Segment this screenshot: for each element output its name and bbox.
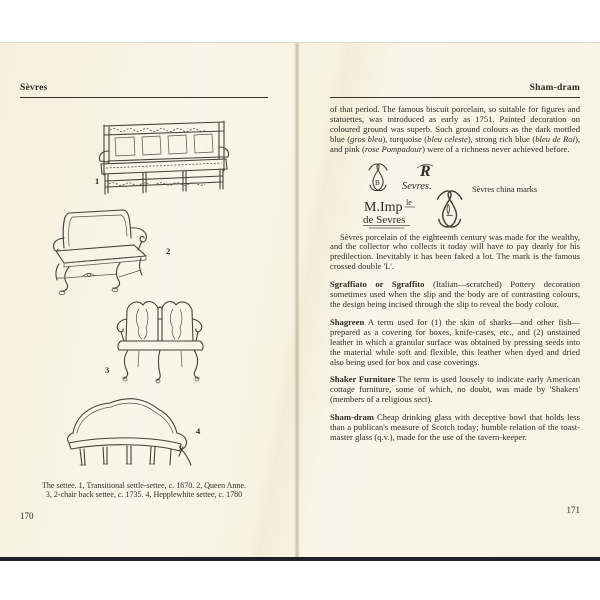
figure-chair-back-settee (113, 295, 209, 385)
entry-sgraffiato: Sgraffiato or Sgraffito (Italian—scratched) Pottery decoration sometimes used when the slip and the body are of contrasting colours, the design being incised through the slip to reveal the body colour. (330, 279, 581, 309)
queen-anne-settee-drawing (43, 206, 165, 296)
header-rule-right (330, 97, 580, 98)
sevres-date-letter: B (375, 178, 380, 187)
sevres-china-marks-figure (330, 161, 580, 229)
page-right (330, 43, 580, 557)
chair-back-settee-drawing (113, 295, 209, 385)
sevres-m-imp-mark: M.Imp (364, 199, 403, 215)
sevres-script-r-mark: R (420, 162, 431, 180)
marks-caption: Sèvres china marks (472, 184, 538, 194)
figure-number: 1 (95, 176, 100, 186)
entry-sham-dram: Sham-dram Cheap drinking glass with deceptive bowl that holds less than a publican's measure of Scotch today; humble relation of the toast-master glass (q.v.), made for the use of the tavern-keeper. (330, 412, 580, 442)
figure-number: 4 (196, 426, 201, 436)
right-page-body (330, 105, 580, 443)
entry-shagreen: Shagreen A term used for (1) the skin of sharks—and other fish—prepared as a covering for boxes, knife-cases, etc., and (2) unstained leather in which a granular surface was obtained by pressing seeds into the material while soft and flexible, this leather when dyed and dried also being used for box and case coverings. (330, 316, 580, 367)
figure-number: 3 (105, 365, 110, 375)
sevres-m-imp-superscript: le (406, 197, 412, 207)
sevres-de-sevres-mark: de Sevres (363, 213, 406, 226)
page-left (20, 43, 268, 557)
caption-line: 3, 2-chair back settee, c. 1735. 4, Hepplewhite settee, c. 1780 (45, 490, 243, 500)
settle-settee-drawing (96, 117, 232, 197)
book-spread (0, 42, 600, 561)
header-rule-left (20, 97, 268, 98)
page-number-left: 170 (20, 511, 34, 521)
running-head-right: Sham-dram (529, 83, 580, 93)
figure-queen-anne-settee (43, 206, 165, 296)
sevres-marks-drawing (362, 161, 474, 229)
caption-line: The settee. 1, Transitional settle-settee, c. 1670. 2, Queen Anne. (42, 481, 246, 490)
figure-hepplewhite-settee (63, 391, 197, 467)
figure-settle-settee (96, 117, 232, 197)
figure-caption (16, 481, 272, 500)
running-head-left: Sèvres (20, 83, 48, 93)
sevres-script-name-mark: Sevres. (402, 180, 432, 192)
book-gutter (294, 43, 300, 557)
figure-number: 2 (166, 246, 171, 256)
page-number-right: 171 (566, 505, 580, 515)
sevres-double-l-mark-small (369, 164, 387, 191)
entry-shaker-furniture: Shaker Furniture The term is used loosely to indicate early American cottage furniture, some of which, no doubt, was made by 'Shakers' (members of a religious sect). (330, 374, 580, 405)
paragraph-sevres-continued: of that period. The famous biscuit porcelain, so suitable for figures and statuettes, was introduced as early as 1751. Painted decoration on coloured ground was superb. Such ground colours as the dark mottled blue (gros bleu), turquoise (bleu celeste), strong rich blue (bleu de Roi), and pink (rose Pompadour) were of a richness never achieved before. (330, 104, 580, 154)
sevres-double-l-mark-large (437, 191, 461, 227)
hepplewhite-settee-drawing (63, 391, 197, 467)
paragraph-sevres-collectors: Sèvres porcelain of the eighteenth century was made for the wealthy, and the collector who collects it today will have to pay dearly for his predilection. Inevitably it has been faked a lot. The mark is the famous crossed double 'L'. (330, 231, 580, 272)
